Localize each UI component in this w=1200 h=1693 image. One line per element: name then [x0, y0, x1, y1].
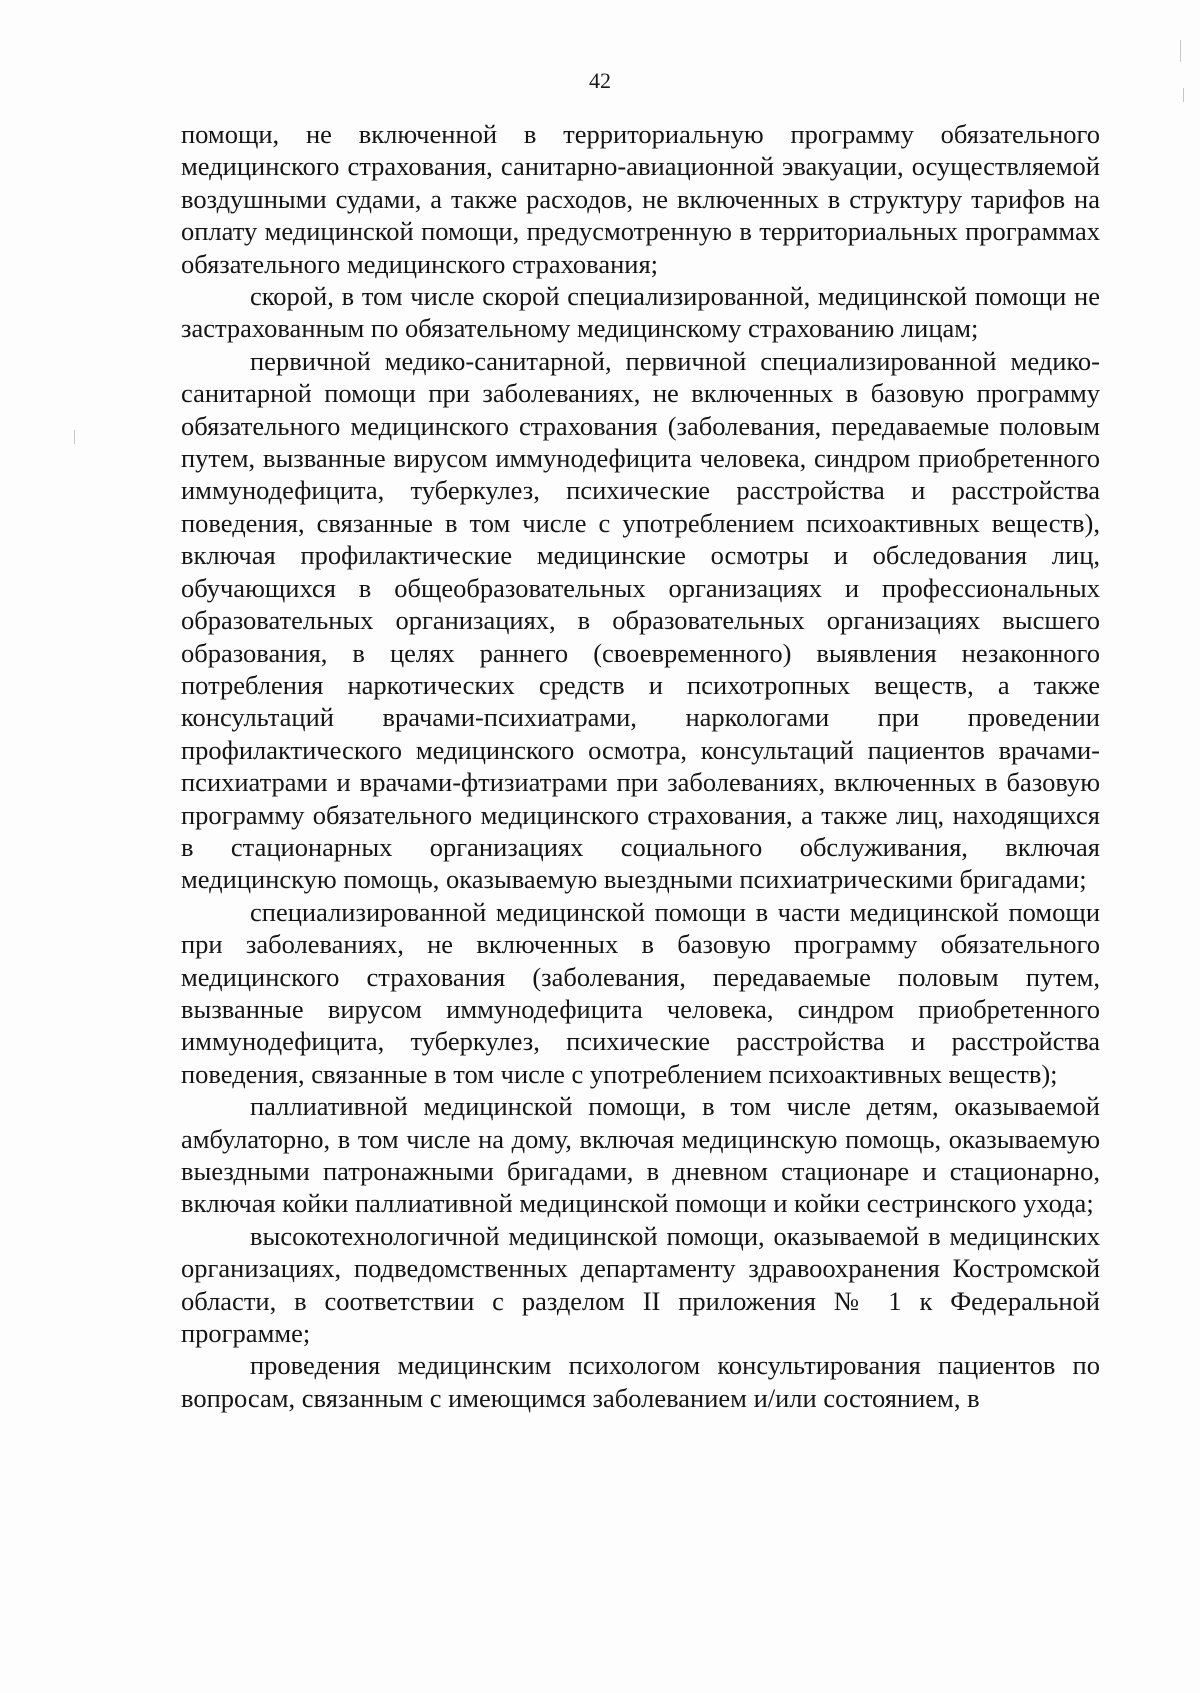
- paragraph-primary-care: первичной медико-санитарной, первичной специализированной медико-санитарной помощи при заболеваниях, не включенных в базовую программу обязательного медицинского страхования (заболевания, передаваемые половым путем, вызванные вирусом иммунодефицита человека, синдром приобретенного иммунодефицита, туберкулез, психические расстройства и расстройства поведения, связанные в том числе с употреблением психоактивных веществ), включая профилактические медицинские осмотры и обследования лиц, обучающихся в общеобразовательных организациях и профессиональных образовательных организациях, в образовательных организациях высшего образования, в целях раннего (своевременного) выявления незаконного потребления наркотических средств и психотропных веществ, а также консультаций врачами-психиатрами, наркологами при проведении профилактического медицинского осмотра, консультаций пациентов врачами-психиатрами и врачами-фтизиатрами при заболеваниях, включенных в базовую программу обязательного медицинского страхования, а также лиц, находящихся в стационарных организациях социального обслуживания, включая медицинскую помощь, оказываемую выездными психиатрическими бригадами;: [181, 345, 1100, 895]
- page-number: 42: [589, 68, 611, 93]
- paragraph-high-tech-care: высокотехнологичной медицинской помощи, оказываемой в медицинских организациях, подведомственных департаменту здравоохранения Костромской области, в соответствии с разделом II приложения № 1 к Федеральной программе;: [181, 1220, 1100, 1349]
- paragraph-specialized-care: специализированной медицинской помощи в части медицинской помощи при заболеваниях, не включенных в базовую программу обязательного медицинского страхования (заболевания, передаваемые половым путем, вызванные вирусом иммунодефицита человека, синдром приобретенного иммунодефицита, туберкулез, психические расстройства и расстройства поведения, связанные в том числе с употреблением психоактивных веществ);: [181, 896, 1100, 1089]
- paragraph-emergency-care: скорой, в том числе скорой специализированной, медицинской помощи не застрахованным по обязательному медицинскому страхованию лицам;: [181, 281, 1100, 344]
- paragraph-psychologist: проведения медицинским психологом консультирования пациентов по вопросам, связанным с имеющимся заболеванием и/или состоянием, в: [181, 1350, 1100, 1413]
- scan-mark: [1180, 40, 1181, 62]
- paragraph-continuation: помощи, не включенной в территориальную программу обязательного медицинского страхования, санитарно-авиационной эвакуации, осуществляемой воздушными судами, а также расходов, не включенных в структуру тарифов на оплату медицинской помощи, предусмотренную в территориальных программах обязательного медицинского страхования;: [181, 119, 1100, 279]
- scan-mark: [74, 430, 75, 444]
- paragraph-palliative-care: паллиативной медицинской помощи, в том числе детям, оказываемой амбулаторно, в том числе на дому, включая медицинскую помощь, оказываемую выездными патронажными бригадами, в дневном стационаре и стационарно, включая койки паллиативной медицинской помощи и койки сестринского ухода;: [181, 1091, 1100, 1219]
- scan-mark: [1183, 88, 1184, 102]
- body-text: [181, 118, 1100, 1414]
